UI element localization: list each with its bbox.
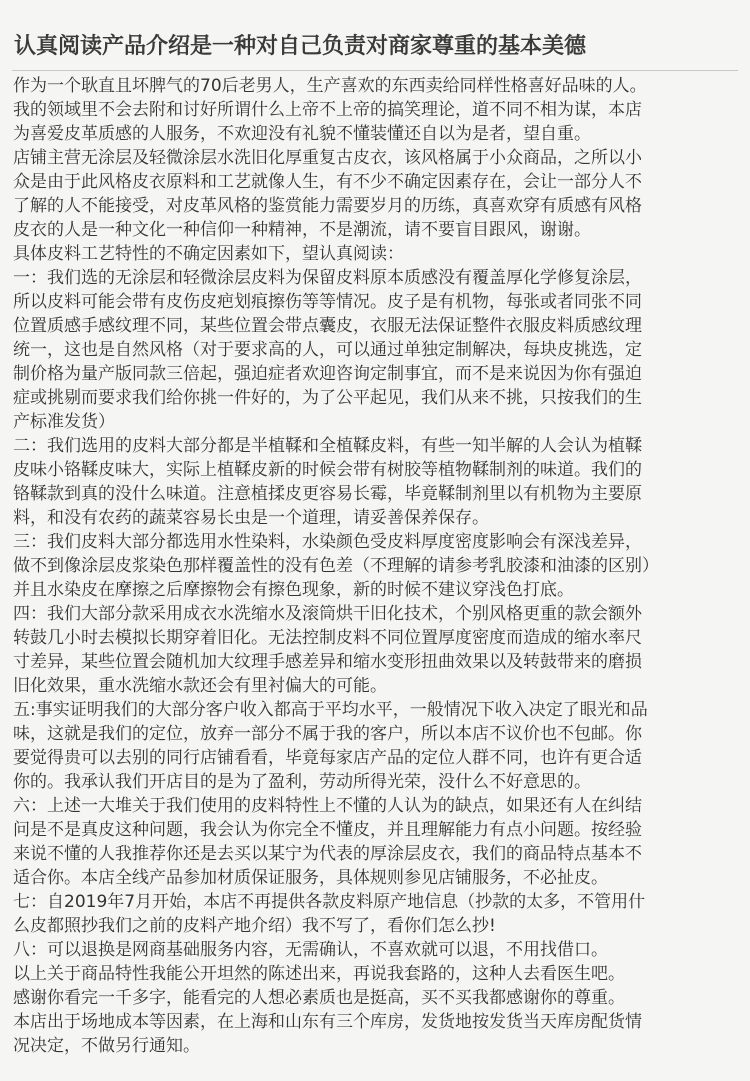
text-line: 为喜爱皮革质感的人服务，不欢迎没有礼貌不懂装懂还自以为是者，望自重。	[13, 124, 591, 144]
text-line: 本店出于场地成本等因素，在上海和山东有三个库房，发货地按发货当天库房配货情	[13, 1012, 642, 1032]
text-line: 转鼓几小时去模拟长期穿着旧化。无法控制皮料不同位置厚度密度而造成的缩水率尺	[13, 628, 642, 648]
text-line: 感谢你看完一千多字，能看完的人想必素质也是挺高，买不买我都感谢你的尊重。	[13, 988, 625, 1008]
text-line: 并且水染皮在摩擦之后摩擦物会有擦色现象，新的时候不建议穿浅色打底。	[13, 580, 574, 600]
text-line: 八：可以退换是网商基础服务内容，无需确认，不喜欢就可以退，不用找借口。	[13, 940, 608, 960]
text-line: 寸差异，某些位置会随机加大纹理手感差异和缩水变形扭曲效果以及转鼓带来的磨损	[13, 652, 642, 672]
text-line: 七：自2019年7月开始，本店不再提供各款皮料原产地信息（抄款的太多，不管用什	[13, 892, 646, 912]
text-line: 做不到像涂层皮浆染色那样覆盖性的没有色差（不理解的请参考乳胶漆和油漆的区别）	[13, 556, 659, 576]
text-line: 皮衣的人是一种文化一种信仰一种精神，不是潮流，请不要盲目跟风，谢谢。	[13, 220, 591, 240]
text-line: 统一，这也是自然风格（对于要求高的人，可以通过单独定制解决，每块皮挑选，定	[13, 340, 642, 360]
text-line: 来说不懂的人我推荐你还是去买以某宁为代表的厚涂层皮衣，我们的商品特点基本不	[13, 844, 642, 864]
text-line: 我的领域里不会去附和讨好所谓什么上帝不上帝的搞笑理论，道不同不相为谋，本店	[13, 100, 642, 120]
text-line: 五:事实证明我们的大部分客户收入都高于平均水平，一般情况下收入决定了眼光和品	[13, 700, 648, 720]
text-line: 问是不是真皮这种问题，我会认为你完全不懂皮，并且理解能力有点小问题。按经验	[13, 820, 642, 840]
text-line: 具体皮料工艺特性的不确定因素如下，望认真阅读：	[13, 244, 404, 264]
text-line: 么皮都照抄我们之前的皮料产地介绍）我不写了，看你们怎么抄!	[13, 916, 496, 936]
text-line: 作为一个耿直且坏脾气的70后老男人，生产喜欢的东西卖给同样性格喜好品味的人。	[13, 76, 647, 96]
text-line: 皮味小铬鞣皮味大，实际上植鞣皮新的时候会带有树胶等植物鞣制剂的味道。我们的	[13, 460, 642, 480]
text-line: 旧化效果，重水洗缩水款还会有里衬偏大的可能。	[13, 676, 387, 696]
text-line: 四：我们大部分款采用成衣水洗缩水及滚筒烘干旧化技术，个别风格更重的款会额外	[13, 604, 642, 624]
text-line: 众是由于此风格皮衣原料和工艺就像人生，有不少不确定因素存在，会让一部分人不	[13, 172, 642, 192]
text-line: 所以皮料可能会带有皮伤皮疤划痕擦伤等等情况。皮子是有机物，每张或者同张不同	[13, 292, 642, 312]
text-line: 了解的人不能接受，对皮革风格的鉴赏能力需要岁月的历练，真喜欢穿有质感有风格	[13, 196, 642, 216]
text-line: 你的。我承认我们开店目的是为了盈利，劳动所得光荣，没什么不好意思的。	[13, 772, 591, 792]
text-line: 产标准发货）	[13, 412, 115, 432]
text-line: 制价格为量产版同款三倍起，强迫症者欢迎咨询定制事宜，而不是来说因为你有强迫	[13, 364, 642, 384]
text-line: 适合你。本店全线产品参加材质保证服务，具体规则参见店铺服务，不必扯皮。	[13, 868, 608, 888]
text-line: 六：上述一大堆关于我们使用的皮料特性上不懂的人认为的缺点，如果还有人在纠结	[13, 796, 642, 816]
text-line: 味，这就是我们的定位，放弃一部分不属于我的客户，所以本店不议价也不包邮。你	[13, 724, 642, 744]
title-divider	[12, 70, 738, 71]
text-line: 三：我们皮料大部分都选用水性染料，水染颜色受皮料厚度密度影响会有深浅差异，	[13, 532, 642, 552]
text-line: 店铺主营无涂层及轻微涂层水洗旧化厚重复古皮衣，该风格属于小众商品，之所以小	[13, 148, 642, 168]
page-title: 认真阅读产品介绍是一种对自己负责对商家尊重的基本美德	[14, 34, 587, 59]
text-line: 料，和没有农药的蔬菜容易长虫是一个道理，请妥善保养保存。	[13, 508, 489, 528]
text-line: 二：我们选用的皮料大部分都是半植鞣和全植鞣皮料，有些一知半解的人会认为植鞣	[13, 436, 642, 456]
text-line: 以上关于商品特性我能公开坦然的陈述出来，再说我套路的，这种人去看医生吧。	[13, 964, 625, 984]
text-line: 铬鞣款到真的没什么味道。注意植揉皮更容易长霉，毕竟鞣制剂里以有机物为主要原	[13, 484, 642, 504]
text-line: 况决定，不做另行通知。	[13, 1036, 200, 1056]
text-line: 一：我们选的无涂层和轻微涂层皮料为保留皮料原本质感没有覆盖厚化学修复涂层，	[13, 268, 642, 288]
text-line: 位置质感手感纹理不同，某些位置会带点囊皮，衣服无法保证整件衣服皮料质感纹理	[13, 316, 642, 336]
text-line: 要觉得贵可以去别的同行店铺看看，毕竟每家店产品的定位人群不同，也许有更合适	[13, 748, 642, 768]
text-line: 症或挑剔而要求我们给你挑一件好的，为了公平起见，我们从来不挑，只按我们的生	[13, 388, 642, 408]
